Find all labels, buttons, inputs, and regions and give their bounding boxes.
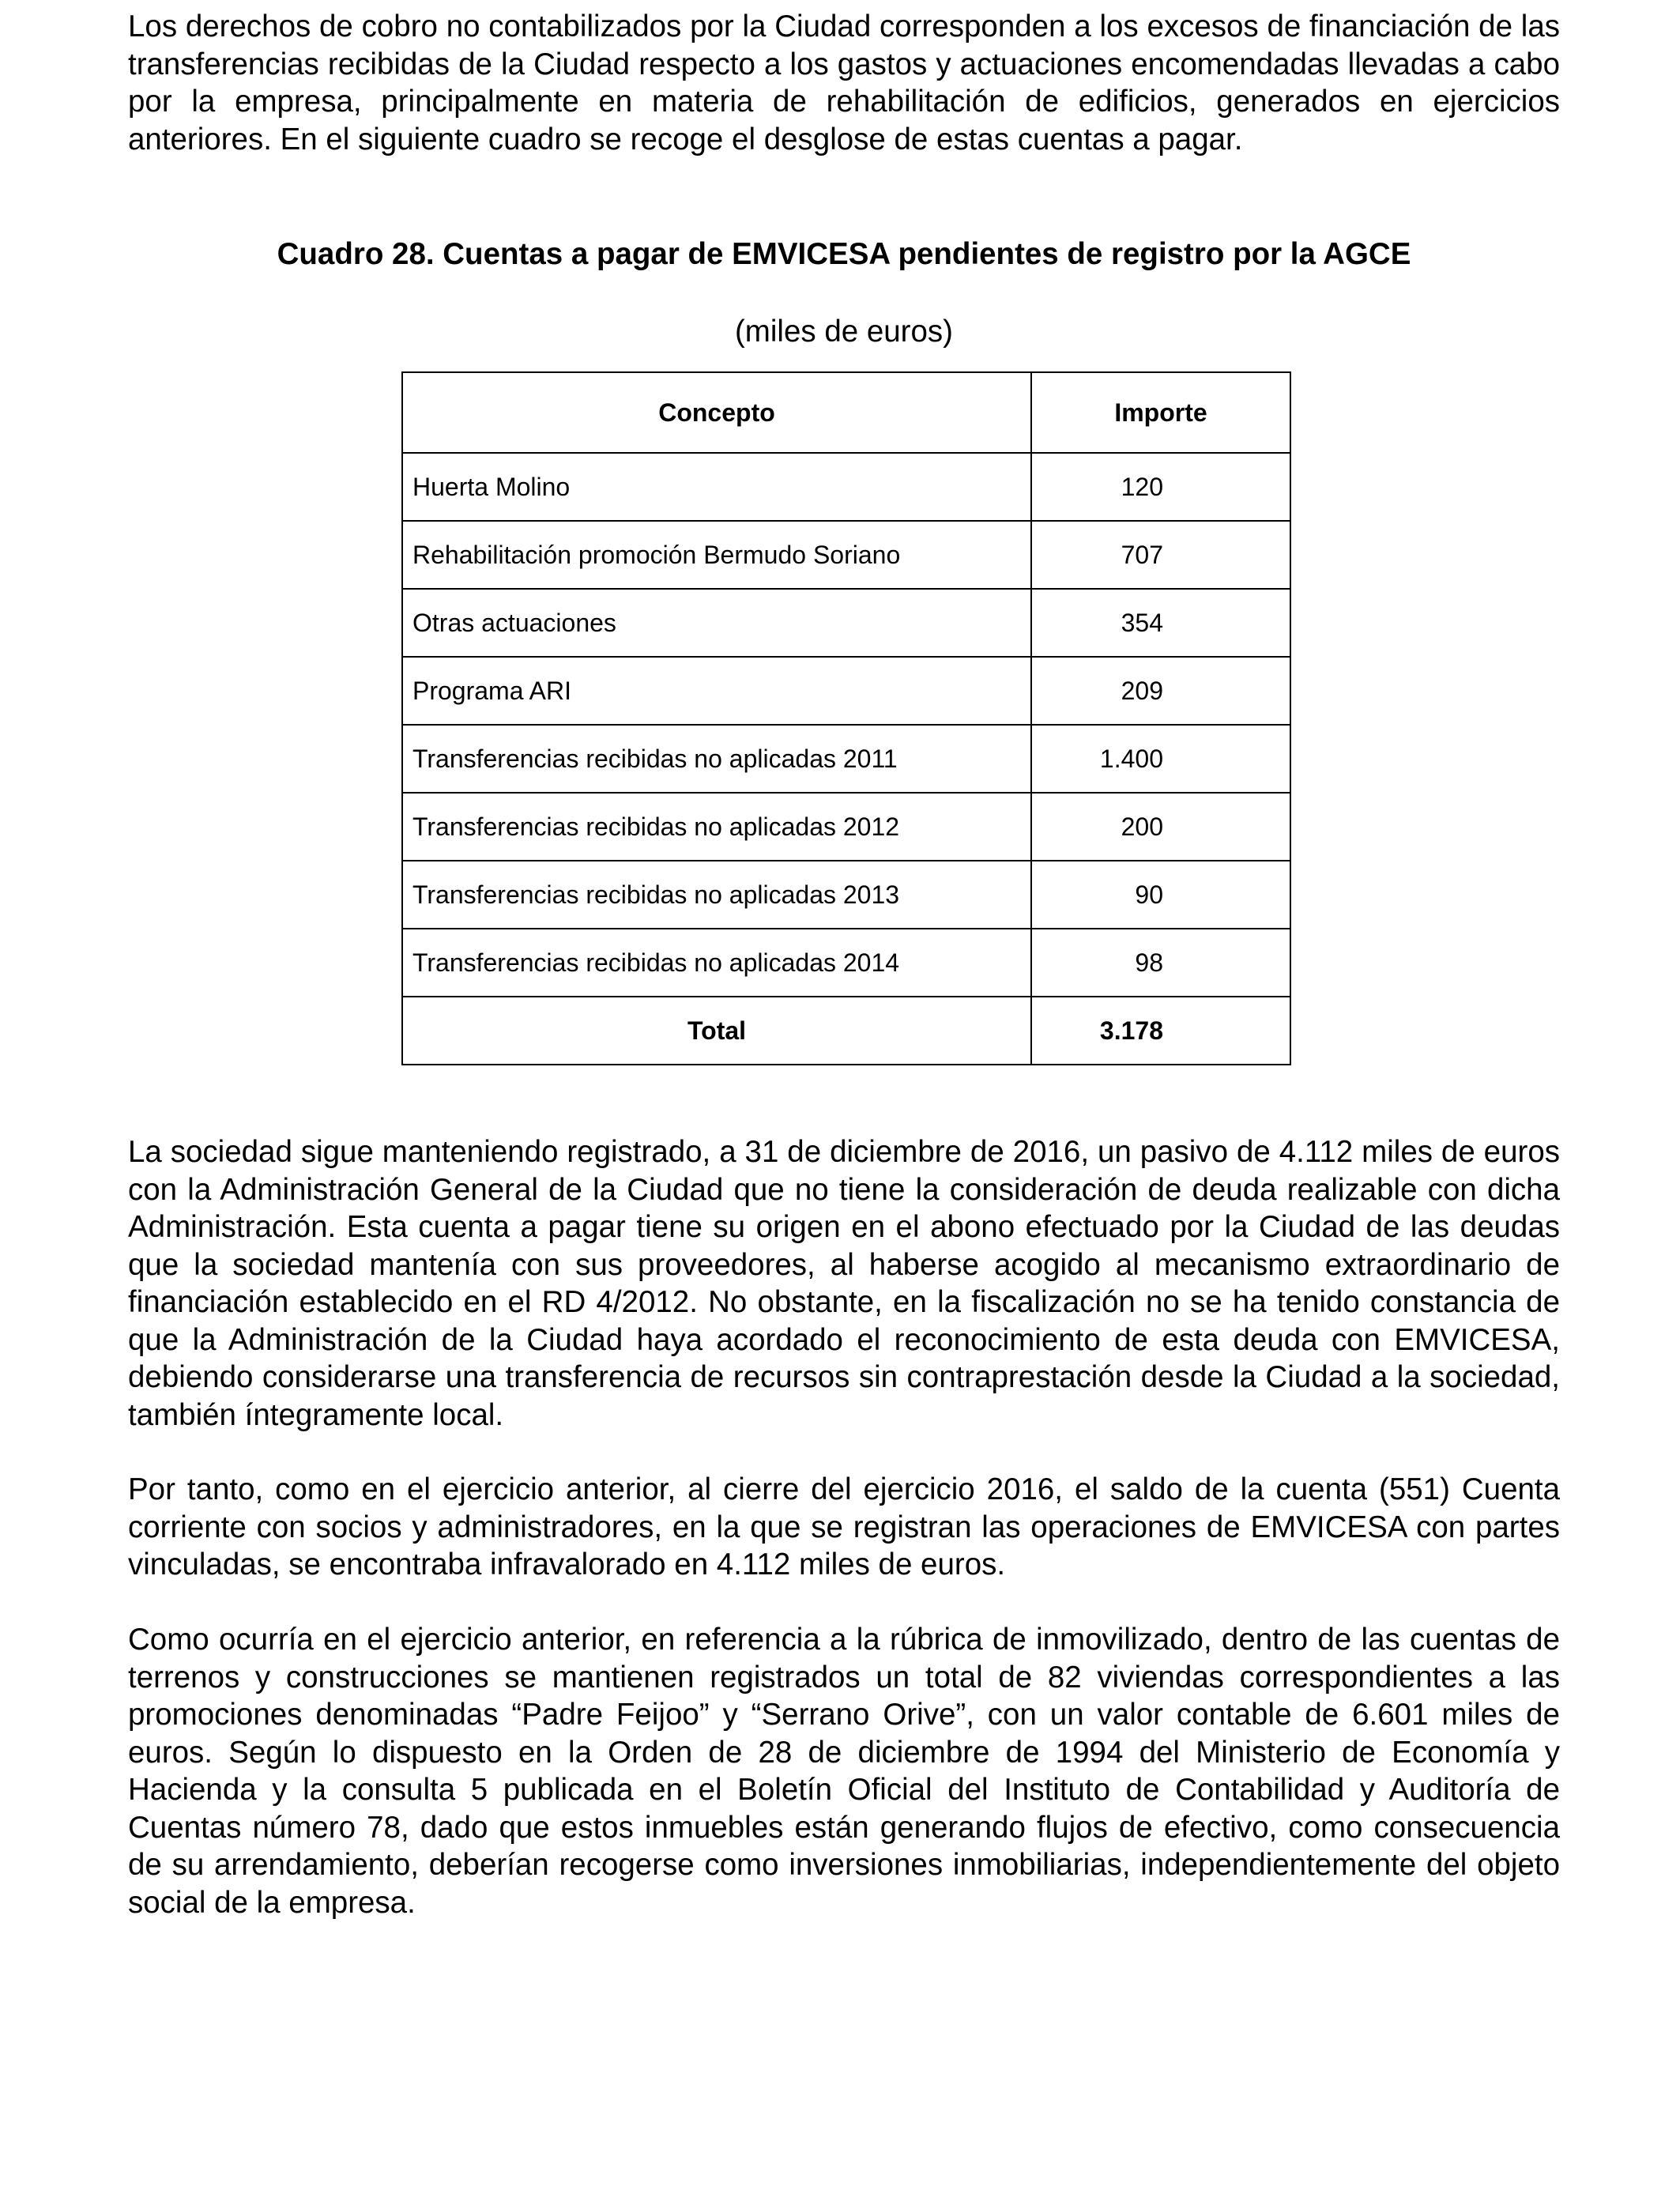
table-row: [402, 453, 1290, 521]
table-row: [402, 861, 1290, 929]
cell-concepto: Transferencias recibidas no aplicadas 2012: [402, 793, 1031, 861]
table-row: [402, 725, 1290, 793]
table-row: [402, 793, 1290, 861]
cell-importe: 354: [1031, 589, 1290, 657]
paragraph-inmovilizado: Como ocurría en el ejercicio anterior, en referencia a la rúbrica de inmovilizado, dentro de las cuentas de terrenos y construcciones se mantienen registrados un total de 82 viviendas correspondientes a las promociones denominadas “Padre Feijoo” y “Serrano Orive”, con un valor contable de 6.601 miles de euros. Según lo dispuesto en la Orden de 28 de diciembre de 1994 del Ministerio de Economía y Hacienda y la consulta 5 publicada en el Boletín Oficial del Instituto de Contabilidad y Auditoría de Cuentas número 78, dado que estos inmuebles están generando flujos de efectivo, como consecuencia de su arrendamiento, deberían recogerse como inversiones inmobiliarias, independientemente del objeto social de la empresa.: [128, 1623, 1560, 1920]
table-total-row: [402, 997, 1290, 1065]
cell-concepto: Transferencias recibidas no aplicadas 2011: [402, 725, 1031, 793]
table-header-row: [402, 372, 1290, 453]
cell-importe: 707: [1031, 521, 1290, 589]
cell-importe: 1.400: [1031, 725, 1290, 793]
cell-concepto: Transferencias recibidas no aplicadas 2014: [402, 929, 1031, 997]
total-label: Total: [402, 997, 1031, 1065]
cell-importe: 120: [1031, 453, 1290, 521]
table-title: Cuadro 28. Cuentas a pagar de EMVICESA pendientes de registro por la AGCE: [277, 237, 1411, 271]
cell-concepto: Huerta Molino: [402, 453, 1031, 521]
table-subtitle: (miles de euros): [734, 315, 953, 349]
cell-concepto: Programa ARI: [402, 657, 1031, 725]
cell-concepto: Otras actuaciones: [402, 589, 1031, 657]
cell-concepto: Rehabilitación promoción Bermudo Soriano: [402, 521, 1031, 589]
paragraph-pasivo: La sociedad sigue manteniendo registrado, a 31 de diciembre de 2016, un pasivo de 4.112 miles de euros con la Administración General de la Ciudad que no tiene la consideración de deuda realizable con dicha Administración. Esta cuenta a pagar tiene su origen en el abono efectuado por la Ciudad de las deudas que la sociedad mantenía con sus proveedores, al haberse acogido al mecanismo extraordinario de financiación establecido en el RD 4/2012. No obstante, en la fiscalización no se ha tenido constancia de que la Administración de la Ciudad haya acordado el reconocimiento de esta deuda con EMVICESA, debiendo considerarse una transferencia de recursos sin contraprestación desde la Ciudad a la sociedad, también íntegramente local.: [128, 1135, 1560, 1432]
table-row: [402, 521, 1290, 589]
table-row: [402, 657, 1290, 725]
cell-importe: 98: [1031, 929, 1290, 997]
cell-importe: 209: [1031, 657, 1290, 725]
table-row: [402, 929, 1290, 997]
paragraph-intro: Los derechos de cobro no contabilizados por la Ciudad corresponden a los excesos de financiación de las transferencias recibidas de la Ciudad respecto a los gastos y actuaciones encomendadas llevadas a cabo por la empresa, principalmente en materia de rehabilitación de edificios, generados en ejercicios anteriores. En el siguiente cuadro se recoge el desglose de estas cuentas a pagar.: [128, 9, 1560, 156]
header-concepto: Concepto: [402, 372, 1031, 453]
cell-concepto: Transferencias recibidas no aplicadas 2013: [402, 861, 1031, 929]
accounts-payable-table: [401, 371, 1291, 1065]
paragraph-cuenta-551: Por tanto, como en el ejercicio anterior, al cierre del ejercicio 2016, el saldo de la cuenta (551) Cuenta corriente con socios y administradores, en la que se registran las operaciones de EMVICESA con partes vinculadas, se encontraba infravalorado en 4.112 miles de euros.: [128, 1472, 1560, 1581]
table-row: [402, 589, 1290, 657]
cell-importe: 200: [1031, 793, 1290, 861]
header-importe: Importe: [1031, 372, 1290, 453]
cell-importe: 90: [1031, 861, 1290, 929]
total-value: 3.178: [1031, 997, 1290, 1065]
